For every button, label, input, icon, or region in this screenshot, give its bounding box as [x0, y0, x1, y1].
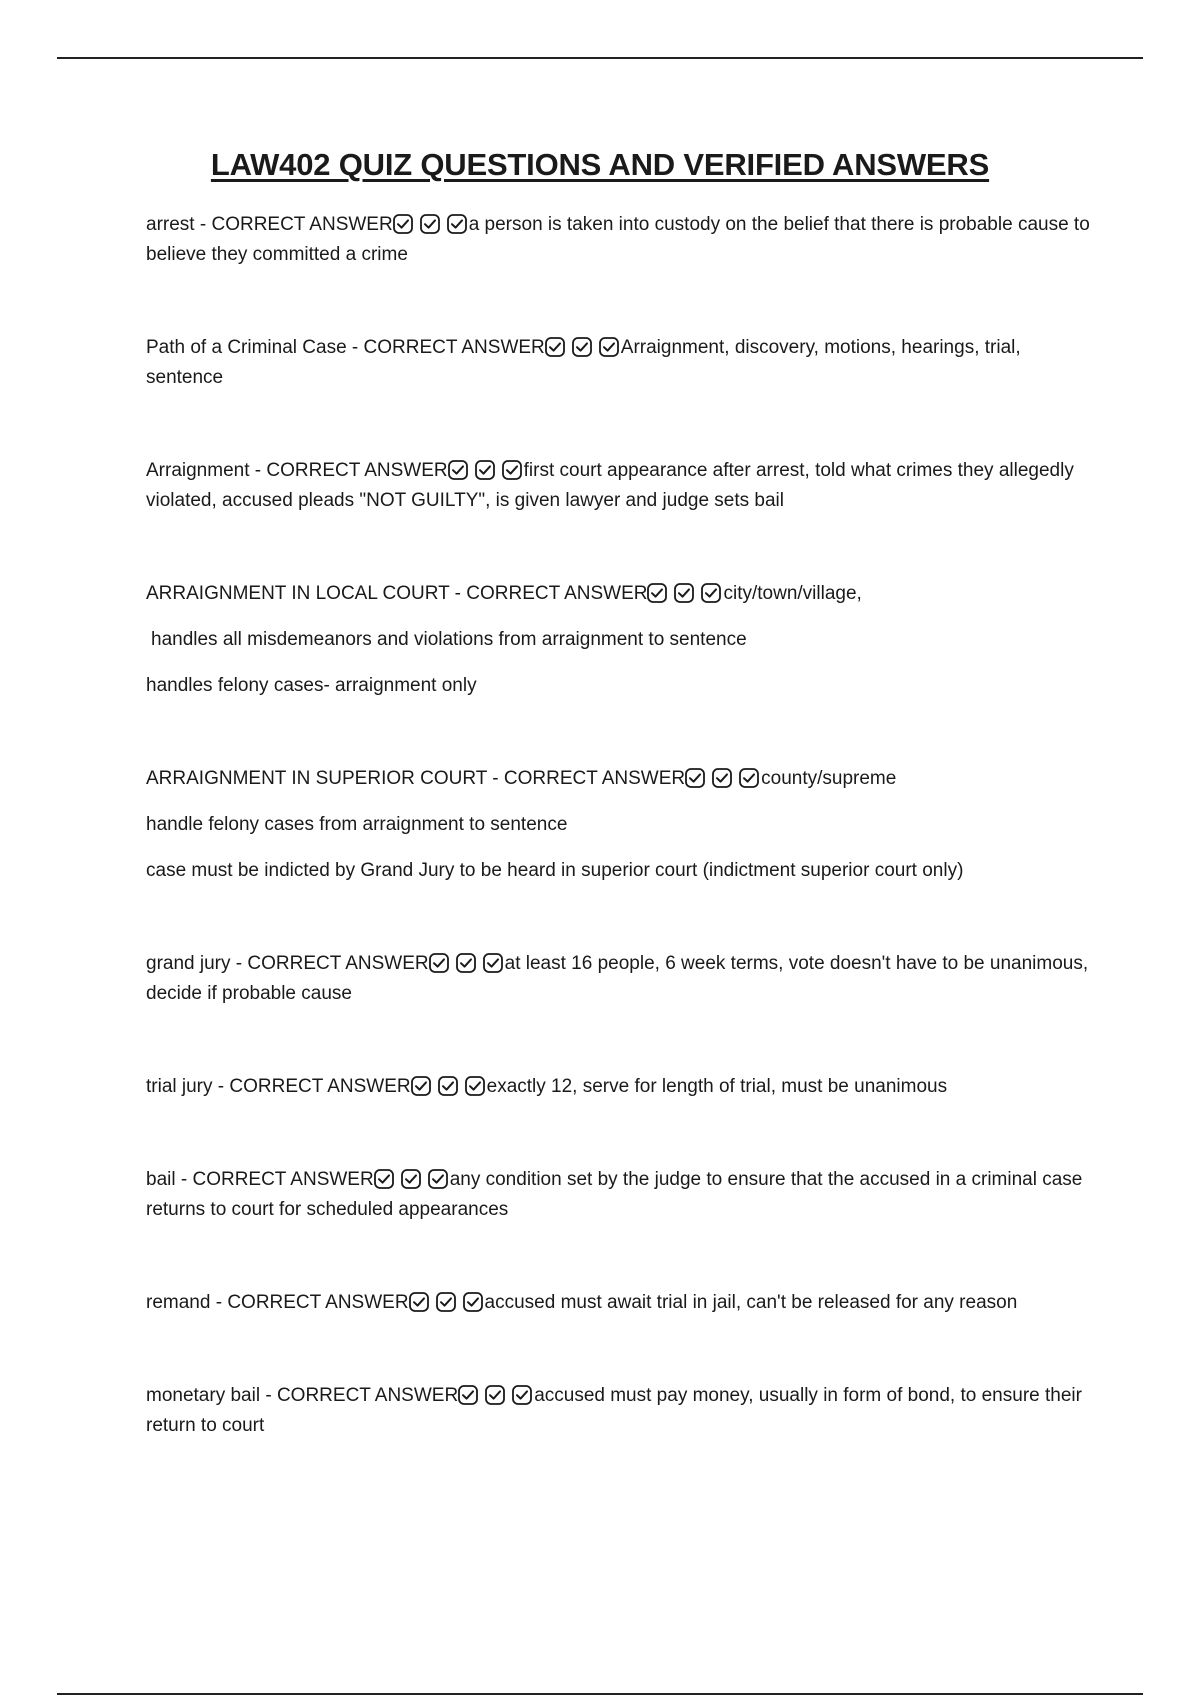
checkbox-checked-icon [572, 337, 592, 357]
answer-text: Arraignment, discovery, motions, hearings, trial, sentence [146, 337, 1021, 388]
question-term: remand [146, 1292, 211, 1313]
qa-entry [146, 333, 1096, 393]
question-term: ARRAIGNMENT IN LOCAL COURT [146, 583, 450, 604]
separator: - [249, 460, 267, 481]
qa-line [146, 764, 1096, 794]
qa-entry [146, 1165, 1096, 1225]
qa-entry [146, 1072, 1096, 1102]
checkbox-checked-icon [448, 460, 468, 480]
qa-line [146, 210, 1096, 270]
separator: - [260, 1385, 277, 1406]
checkbox-checked-icon [712, 768, 732, 788]
verified-checks [545, 337, 619, 357]
checkbox-checked-icon [502, 460, 522, 480]
checkbox-checked-icon [512, 1385, 532, 1405]
answer-text: at least 16 people, 6 week terms, vote doesn't have to be unanimous, decide if probable cause [146, 953, 1089, 1004]
verified-checks [393, 214, 467, 234]
qa-line [146, 1381, 1096, 1441]
qa-entry [146, 210, 1096, 270]
question-term: bail [146, 1169, 176, 1190]
question-term: Path of a Criminal Case [146, 337, 347, 358]
separator: - [175, 1169, 193, 1190]
checkbox-checked-icon [701, 583, 721, 603]
correct-answer-label: CORRECT ANSWER [211, 214, 393, 235]
checkbox-checked-icon [447, 214, 467, 234]
verified-checks [409, 1292, 483, 1312]
verified-checks [448, 460, 522, 480]
qa-entry [146, 1288, 1096, 1318]
checkbox-checked-icon [411, 1076, 431, 1096]
qa-line [146, 949, 1096, 1009]
separator: - [210, 1292, 228, 1313]
checkbox-checked-icon [463, 1292, 483, 1312]
checkbox-checked-icon [483, 953, 503, 973]
correct-answer-label: CORRECT ANSWER [227, 1292, 409, 1313]
answer-text: first court appearance after arrest, told what crimes they allegedly violated, accused pleads "NOT GUILTY", is given lawyer and judge sets bail [146, 460, 1074, 511]
qa-line [146, 333, 1096, 393]
qa-entry [146, 456, 1096, 516]
verified-checks [429, 953, 503, 973]
checkbox-checked-icon [739, 768, 759, 788]
separator: - [194, 214, 212, 235]
checkbox-checked-icon [685, 768, 705, 788]
answer-detail-line: handles all misdemeanors and violations from arraignment to sentence [151, 629, 747, 650]
checkbox-checked-icon [401, 1169, 421, 1189]
verified-checks [647, 583, 721, 603]
checkbox-checked-icon [456, 953, 476, 973]
checkbox-checked-icon [545, 337, 565, 357]
qa-entry [146, 1381, 1096, 1441]
checkbox-checked-icon [458, 1385, 478, 1405]
qa-line [146, 579, 1096, 609]
checkbox-checked-icon [475, 460, 495, 480]
correct-answer-label: CORRECT ANSWER [363, 337, 545, 358]
checkbox-checked-icon [599, 337, 619, 357]
page-title: LAW402 QUIZ QUESTIONS AND VERIFIED ANSWERS [210, 147, 990, 182]
answer-text: a person is taken into custody on the belief that there is probable cause to believe they committed a crime [146, 214, 1090, 265]
question-term: trial jury [146, 1076, 213, 1097]
correct-answer-label: CORRECT ANSWER [247, 953, 429, 974]
checkbox-checked-icon [409, 1292, 429, 1312]
qa-line [146, 1072, 1096, 1102]
verified-checks [374, 1169, 448, 1189]
checkbox-checked-icon [393, 214, 413, 234]
answer-text: accused must await trial in jail, can't be released for any reason [484, 1292, 1018, 1313]
correct-answer-label: CORRECT ANSWER [276, 1385, 459, 1406]
answer-text: any condition set by the judge to ensure that the accused in a criminal case returns to court for scheduled appearances [146, 1169, 1083, 1220]
bottom-rule [57, 1693, 1143, 1695]
correct-answer-label: CORRECT ANSWER [503, 768, 686, 789]
checkbox-checked-icon [428, 1169, 448, 1189]
checkbox-checked-icon [647, 583, 667, 603]
separator: - [449, 583, 467, 604]
separator: - [212, 1076, 230, 1097]
question-term: arrest [146, 214, 195, 235]
answer-text: exactly 12, serve for length of trial, must be unanimous [486, 1076, 948, 1097]
answer-detail-line: handle felony cases from arraignment to sentence [146, 814, 568, 835]
answer-detail-line: case must be indicted by Grand Jury to be heard in superior court (indictment superior court only) [146, 860, 964, 881]
verified-checks [458, 1385, 532, 1405]
qa-list [146, 210, 1096, 1441]
correct-answer-label: CORRECT ANSWER [466, 583, 648, 604]
qa-entry [146, 579, 1096, 701]
answer-text: accused must pay money, usually in form of bond, to ensure their return to court [146, 1385, 1082, 1436]
question-term: ARRAIGNMENT IN SUPERIOR COURT [146, 768, 487, 789]
verified-checks [685, 768, 759, 788]
answer-text: city/town/village, [723, 583, 862, 604]
checkbox-checked-icon [485, 1385, 505, 1405]
qa-entry [146, 764, 1096, 886]
top-rule [57, 57, 1143, 59]
checkbox-checked-icon [436, 1292, 456, 1312]
separator: - [487, 768, 504, 789]
answer-text: county/supreme [761, 768, 897, 789]
qa-line [146, 1288, 1096, 1318]
separator: - [346, 337, 364, 358]
separator: - [230, 953, 248, 974]
question-term: Arraignment [146, 460, 250, 481]
correct-answer-label: CORRECT ANSWER [192, 1169, 374, 1190]
question-term: monetary bail [146, 1385, 261, 1406]
checkbox-checked-icon [438, 1076, 458, 1096]
checkbox-checked-icon [374, 1169, 394, 1189]
verified-checks [411, 1076, 485, 1096]
qa-line [146, 456, 1096, 516]
correct-answer-label: CORRECT ANSWER [266, 460, 448, 481]
checkbox-checked-icon [674, 583, 694, 603]
qa-line [146, 1165, 1096, 1225]
checkbox-checked-icon [465, 1076, 485, 1096]
answer-detail-line: handles felony cases- arraignment only [146, 675, 477, 696]
checkbox-checked-icon [420, 214, 440, 234]
correct-answer-label: CORRECT ANSWER [229, 1076, 411, 1097]
checkbox-checked-icon [429, 953, 449, 973]
question-term: grand jury [146, 953, 231, 974]
qa-entry [146, 949, 1096, 1009]
